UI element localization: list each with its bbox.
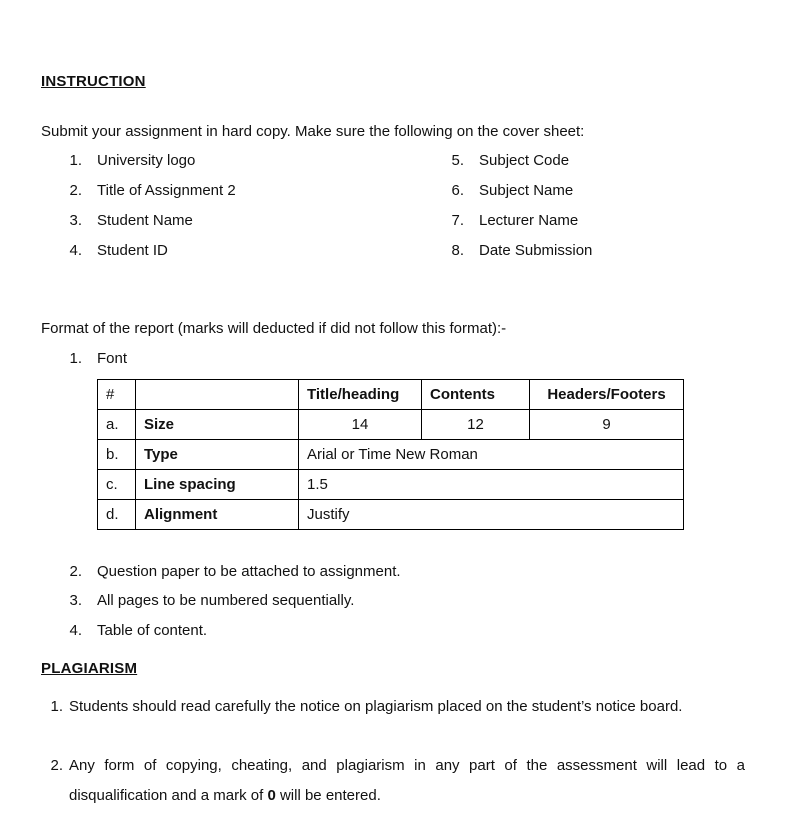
table-row <box>98 500 684 530</box>
list-number: 5. <box>451 152 464 169</box>
table-row <box>98 440 684 470</box>
table-cell: Arial or Time New Roman <box>299 440 684 470</box>
table-cell: c. <box>98 470 136 500</box>
instruction-heading: INSTRUCTION <box>41 73 146 90</box>
list-number: 7. <box>451 212 464 229</box>
table-cell: d. <box>98 500 136 530</box>
plagiarism-text: Any form of copying, cheating, and plagiarism in any part of the assessment will lead to a disqualification and a mark of <box>69 757 745 804</box>
table-cell: Size <box>136 410 299 440</box>
list-number: 1. <box>69 350 82 367</box>
table-row <box>98 410 684 440</box>
list-item: Question paper to be attached to assignment. <box>97 563 401 580</box>
format-intro: Format of the report (marks will deducted if did not follow this format):- <box>41 320 507 337</box>
table-header-cell <box>136 380 299 410</box>
list-item: Subject Code <box>479 152 570 169</box>
table-header-cell: Title/heading <box>299 380 422 410</box>
table-header-cell: # <box>98 380 136 410</box>
list-item: Date Submission <box>479 242 593 259</box>
plagiarism-item: Students should read carefully the notice on plagiarism placed on the student’s notice board. <box>69 698 683 715</box>
list-item: Student ID <box>97 242 168 259</box>
list-item: Lecturer Name <box>479 212 579 229</box>
table-cell: 12 <box>422 410 530 440</box>
table-cell: 1.5 <box>299 470 684 500</box>
list-number: 1. <box>69 152 82 169</box>
list-number: 1. <box>50 698 63 715</box>
list-item: Subject Name <box>479 182 574 199</box>
table-cell: 14 <box>299 410 422 440</box>
list-number: 3. <box>69 212 82 229</box>
table-header-cell: Contents <box>422 380 530 410</box>
list-item: Table of content. <box>97 622 208 639</box>
table-cell: Type <box>136 440 299 470</box>
list-item: Title of Assignment 2 <box>97 182 236 199</box>
table-cell: Justify <box>299 500 684 530</box>
list-number: 4. <box>69 622 82 639</box>
list-number: 4. <box>69 242 82 259</box>
font-item: Font <box>97 350 128 367</box>
instruction-intro: Submit your assignment in hard copy. Make sure the following on the cover sheet: <box>41 123 585 140</box>
table-cell: Line spacing <box>136 470 299 500</box>
plagiarism-item <box>69 751 745 811</box>
table-cell: 9 <box>530 410 684 440</box>
plagiarism-heading: PLAGIARISM <box>41 660 138 677</box>
list-item: Student Name <box>97 212 193 229</box>
plagiarism-text: will be entered. <box>275 787 381 804</box>
table-cell: a. <box>98 410 136 440</box>
table-header-row <box>98 380 684 410</box>
table-row <box>98 470 684 500</box>
table-header-cell: Headers/Footers <box>530 380 684 410</box>
table-cell: b. <box>98 440 136 470</box>
list-item: All pages to be numbered sequentially. <box>97 592 355 609</box>
list-number: 2. <box>69 563 82 580</box>
list-number: 6. <box>451 182 464 199</box>
list-number: 2. <box>69 182 82 199</box>
list-number: 8. <box>451 242 464 259</box>
table-cell: Alignment <box>136 500 299 530</box>
font-format-table <box>97 379 684 530</box>
list-item: University logo <box>97 152 196 169</box>
list-number: 2. <box>50 757 63 774</box>
list-number: 3. <box>69 592 82 609</box>
zero-mark-value: 0 <box>267 787 276 804</box>
